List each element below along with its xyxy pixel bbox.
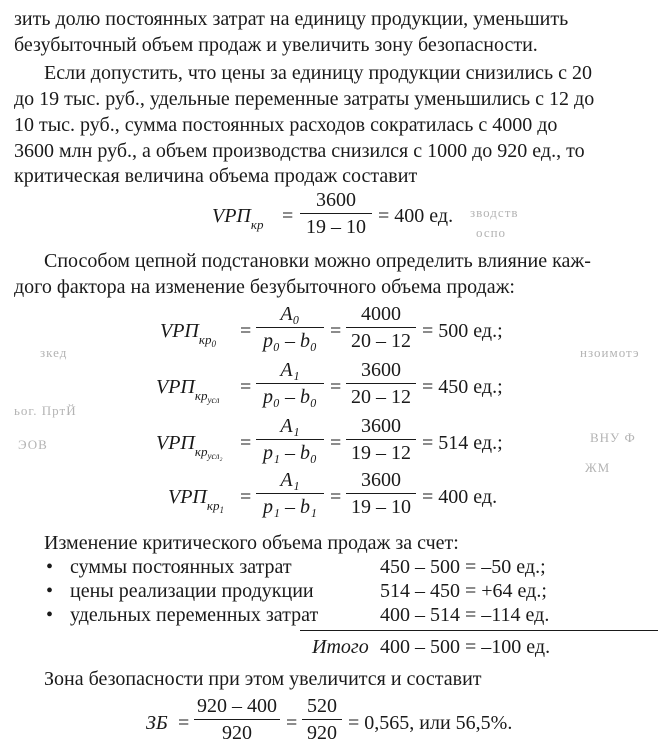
- fraction-denominator: 920: [307, 722, 337, 744]
- fraction-denominator: 19 – 12: [351, 442, 411, 464]
- list-item: [0, 554, 670, 580]
- text-line: 3600 млн руб., а объем производства снизился с 1000 до 920 ед., то: [14, 140, 585, 162]
- bleed-through-2: оспо: [476, 225, 507, 240]
- list-item-label: удельных переменных затрат: [70, 604, 319, 626]
- text-line: до 19 тыс. руб., удельные переменные затраты уменьшились с 12 до: [14, 88, 595, 110]
- fraction-numerator: 4000: [361, 303, 401, 325]
- text-line: зить долю постоянных затрат на единицу продукции, уменьшить: [14, 8, 569, 30]
- formula-fraction-numeric: [346, 358, 416, 409]
- formula-eq: =: [240, 376, 252, 398]
- list-item: [0, 578, 670, 604]
- formula-eq: =: [330, 432, 342, 454]
- formula-eq: =: [240, 432, 252, 454]
- formula-lhs: [156, 374, 219, 403]
- formula-result: = 450 ед.;: [422, 376, 503, 398]
- formula-lhs-subsub: усл₂: [207, 451, 223, 461]
- fraction-denominator: p₁ – b₀: [263, 442, 317, 464]
- formula-eq: =: [282, 205, 294, 227]
- fraction-bar: [346, 383, 416, 384]
- fraction-denominator: 920: [222, 722, 252, 744]
- formula-eq: =: [240, 486, 252, 508]
- safety-fraction-2: [302, 694, 342, 745]
- list-item: [0, 602, 670, 628]
- total-rule: [300, 630, 658, 631]
- bleed-through-5: ьог. ПртЙ: [14, 403, 77, 418]
- safety-text: Зона безопасности при этом увеличится и составит: [44, 668, 482, 690]
- formula-fraction-numeric: [346, 468, 416, 519]
- formula-lhs-sub: кр: [206, 498, 220, 513]
- bleed-through-1: зводств: [470, 205, 519, 220]
- text-line: безубыточный объем продаж и увеличить зону безопасности.: [14, 34, 538, 56]
- fraction-numerator: A₁: [280, 359, 300, 381]
- formula-eq: =: [286, 712, 298, 734]
- changes-heading: Изменение критического объема продаж за счет:: [44, 532, 459, 554]
- formula-fraction-symbolic: [256, 414, 324, 465]
- list-item-calc: 450 – 500 = –50 ед.;: [380, 556, 546, 578]
- formula-lhs-text: VРП: [156, 376, 195, 398]
- fraction-numerator: 3600: [316, 189, 356, 211]
- text-line: Если допустить, что цены за единицу продукции снизились с 20: [44, 62, 593, 84]
- fraction-bar: [256, 383, 324, 384]
- formula-fraction-symbolic: [256, 358, 324, 409]
- fraction-numerator: 920 – 400: [197, 695, 277, 717]
- fraction-denominator: p₀ – b₀: [263, 386, 317, 408]
- bullet: •: [46, 604, 54, 626]
- safety-lhs: ЗБ: [146, 712, 168, 734]
- text-line: критическая величина объема продаж составит: [14, 165, 418, 187]
- list-item-label: цены реализации продукции: [70, 580, 314, 602]
- bullet: •: [46, 556, 54, 578]
- fraction-bar: [300, 213, 372, 214]
- fraction-numerator: A₀: [280, 303, 300, 325]
- safety-result: = 0,565, или 56,5%.: [348, 712, 513, 734]
- formula-fraction-symbolic: [256, 302, 324, 353]
- formula-result: = 400 ед.: [422, 486, 498, 508]
- formula-lhs-text: VРП: [212, 205, 251, 227]
- fraction-bar: [346, 439, 416, 440]
- formula-lhs-sub: кр: [194, 444, 208, 459]
- total-label: Итого: [312, 636, 369, 658]
- fraction-denominator: 20 – 12: [351, 386, 411, 408]
- fraction-denominator: p₁ – b₁: [263, 496, 317, 518]
- bleed-through-8: ЖМ: [585, 460, 611, 475]
- text-line: дого фактора на изменение безубыточного объема продаж:: [14, 276, 515, 298]
- fraction-denominator: 20 – 12: [351, 330, 411, 352]
- formula1-fraction: [300, 188, 372, 239]
- formula-lhs: [168, 484, 224, 513]
- formula-eq: =: [240, 320, 252, 342]
- bullet: •: [46, 580, 54, 602]
- fraction-numerator: A₁: [280, 415, 300, 437]
- formula-lhs: [156, 430, 223, 459]
- formula-lhs-sub: кр: [194, 388, 208, 403]
- fraction-bar: [194, 719, 280, 720]
- bleed-through-6: ВНУ Ф: [590, 430, 636, 445]
- fraction-numerator: 520: [307, 695, 337, 717]
- list-item-calc: 400 – 514 = –114 ед.: [380, 604, 550, 626]
- formula-lhs-subsub: 0: [211, 339, 216, 349]
- safety-fraction-1: [194, 694, 280, 745]
- formula-lhs-subsub: 1: [219, 505, 224, 515]
- fraction-bar: [346, 327, 416, 328]
- total-row: [0, 634, 670, 660]
- formula-lhs-sub: кр: [250, 217, 264, 232]
- formula-result: = 400 ед.: [378, 205, 454, 227]
- fraction-denominator: p₀ – b₀: [263, 330, 317, 352]
- formula-lhs-subsub: усл: [207, 395, 220, 405]
- text-line: 10 тыс. руб., сумма постоянных расходов сократилась с 4000 до: [14, 114, 558, 136]
- formula-lhs-text: VРП: [168, 486, 207, 508]
- bleed-through-3: зкед: [40, 345, 68, 360]
- text-line: Способом цепной подстановки можно определить влияние каж-: [44, 250, 591, 272]
- list-item-label: суммы постоянных затрат: [70, 556, 292, 578]
- formula-result: = 500 ед.;: [422, 320, 503, 342]
- fraction-bar: [256, 493, 324, 494]
- bleed-through-7: ЭОВ: [18, 437, 48, 452]
- formula-eq: =: [330, 320, 342, 342]
- formula-eq: =: [330, 486, 342, 508]
- fraction-denominator: 19 – 10: [351, 496, 411, 518]
- fraction-numerator: A₁: [280, 469, 300, 491]
- formula-lhs: [212, 203, 263, 231]
- fraction-bar: [302, 719, 342, 720]
- formula-fraction-numeric: [346, 302, 416, 353]
- formula-fraction-symbolic: [256, 468, 324, 519]
- fraction-numerator: 3600: [361, 359, 401, 381]
- formula-result: = 514 ед.;: [422, 432, 503, 454]
- list-item-calc: 514 – 450 = +64 ед.;: [380, 580, 547, 602]
- formula-lhs-sub: кр: [198, 332, 212, 347]
- fraction-numerator: 3600: [361, 469, 401, 491]
- total-calc: 400 – 500 = –100 ед.: [380, 636, 551, 658]
- formula-fraction-numeric: [346, 414, 416, 465]
- fraction-denominator: 19 – 10: [306, 216, 366, 238]
- formula-eq: =: [330, 376, 342, 398]
- formula-lhs: [160, 318, 216, 347]
- formula-lhs-text: VРП: [156, 432, 195, 454]
- fraction-bar: [346, 493, 416, 494]
- formula-lhs-text: VРП: [160, 320, 199, 342]
- fraction-numerator: 3600: [361, 415, 401, 437]
- fraction-bar: [256, 327, 324, 328]
- formula-eq: =: [178, 712, 190, 734]
- bleed-through-4: нзоимотэ: [580, 345, 640, 360]
- fraction-bar: [256, 439, 324, 440]
